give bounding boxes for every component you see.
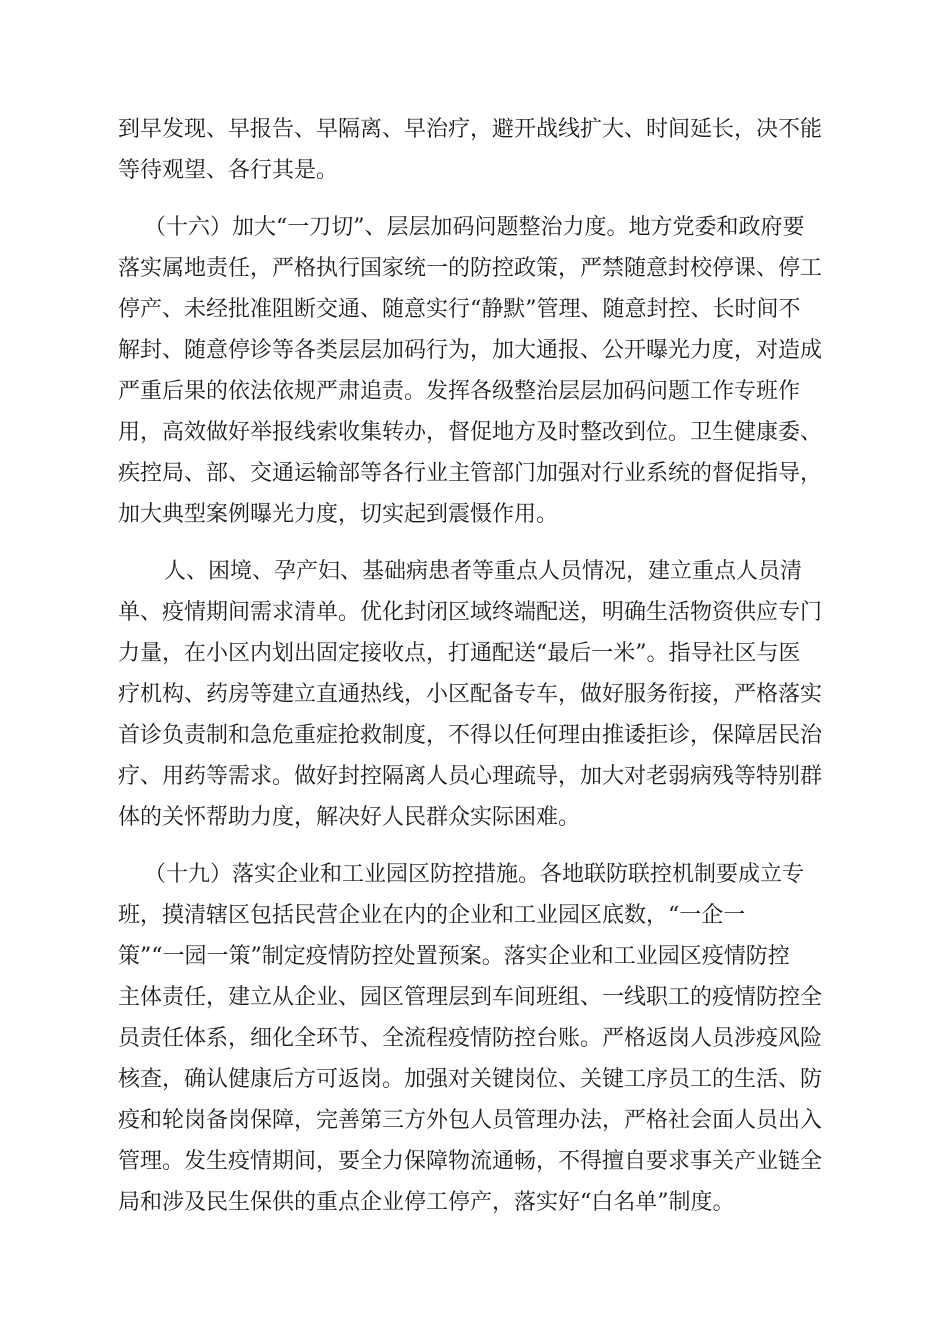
paragraph-2-line-3: 停产、未经批准阻断交通、随意实行“静默”管理、随意封控、长时间不 [118, 297, 801, 322]
paragraph-4-line-7: 疫和轮岗备岗保障，完善第三方外包人员管理办法，严格社会面人员出入 [118, 1108, 823, 1133]
paragraph-3-line-4: 疗机构、药房等建立直通热线，小区配备专车，做好服务衔接，严格落实 [118, 682, 823, 707]
paragraph-4-line-6: 核查，确认健康后方可返岗。加强对关键岗位、关键工序员工的生活、防 [118, 1067, 823, 1092]
paragraph-4-line-2: 班，摸清辖区包括民营企业在内的企业和工业园区底数，“一企一 [118, 903, 746, 928]
paragraph-4-line-5: 员责任体系，细化全环节、全流程疫情防控台账。严格返岗人员涉疫风险 [118, 1026, 823, 1051]
paragraph-2-line-2: 落实属地责任，严格执行国家统一的防控政策，严禁随意封校停课、停工 [118, 256, 823, 281]
paragraph-3-line-7: 体的关怀帮助力度，解决好人民群众实际困难。 [118, 805, 581, 830]
paragraph-1-line-1: 到早发现、早报告、早隔离、早治疗，避开战线扩大、时间延长，决不能 [118, 117, 823, 142]
paragraph-3-line-3: 力量，在小区内划出固定接收点，打通配送“最后一米”。指导社区与医 [118, 641, 801, 666]
paragraph-2-line-6: 用，高效做好举报线索收集转办，督促地方及时整改到位。卫生健康委、 [118, 420, 823, 445]
paragraph-2-line-4: 解封、随意停诊等各类层层加码行为，加大通报、公开曝光力度，对造成 [118, 338, 823, 363]
paragraph-2-line-5: 严重后果的依法依规严肃追责。发挥各级整治层层加码问题工作专班作 [118, 379, 801, 404]
paragraph-4-line-9: 局和涉及民生保供的重点企业停工停产，落实好“白名单”制度。 [118, 1190, 735, 1215]
paragraph-2-line-8: 加大典型案例曝光力度，切实起到震慑作用。 [118, 502, 559, 527]
paragraph-2-line-1: （十六）加大“一刀切”、层层加码问题整治力度。地方党委和政府要 [144, 215, 805, 240]
paragraph-2-line-7: 疾控局、部、交通运输部等各行业主管部门加强对行业系统的督促指导， [118, 461, 823, 486]
paragraph-3-line-5: 首诊负责制和急危重症抢救制度，不得以任何理由推诿拒诊，保障居民治 [118, 723, 823, 748]
paragraph-4-line-1: （十九）落实企业和工业园区防控措施。各地联防联控机制要成立专 [144, 862, 805, 887]
paragraph-3-line-6: 疗、用药等需求。做好封控隔离人员心理疏导，加大对老弱病残等特别群 [118, 764, 823, 789]
paragraph-4-line-8: 管理。发生疫情期间，要全力保障物流通畅，不得擅自要求事关产业链全 [118, 1149, 823, 1174]
paragraph-3-line-1: 人、困境、孕产妇、基础病患者等重点人员情况，建立重点人员清 [164, 559, 803, 584]
paragraph-4-line-4: 主体责任，建立从企业、园区管理层到车间班组、一线职工的疫情防控全 [118, 985, 823, 1010]
paragraph-3-line-2: 单、疫情期间需求清单。优化封闭区域终端配送，明确生活物资供应专门 [118, 600, 823, 625]
paragraph-4-line-3: 策”“一园一策”制定疫情防控处置预案。落实企业和工业园区疫情防控 [118, 944, 790, 969]
paragraph-1-line-2: 等待观望、各行其是。 [118, 158, 339, 183]
